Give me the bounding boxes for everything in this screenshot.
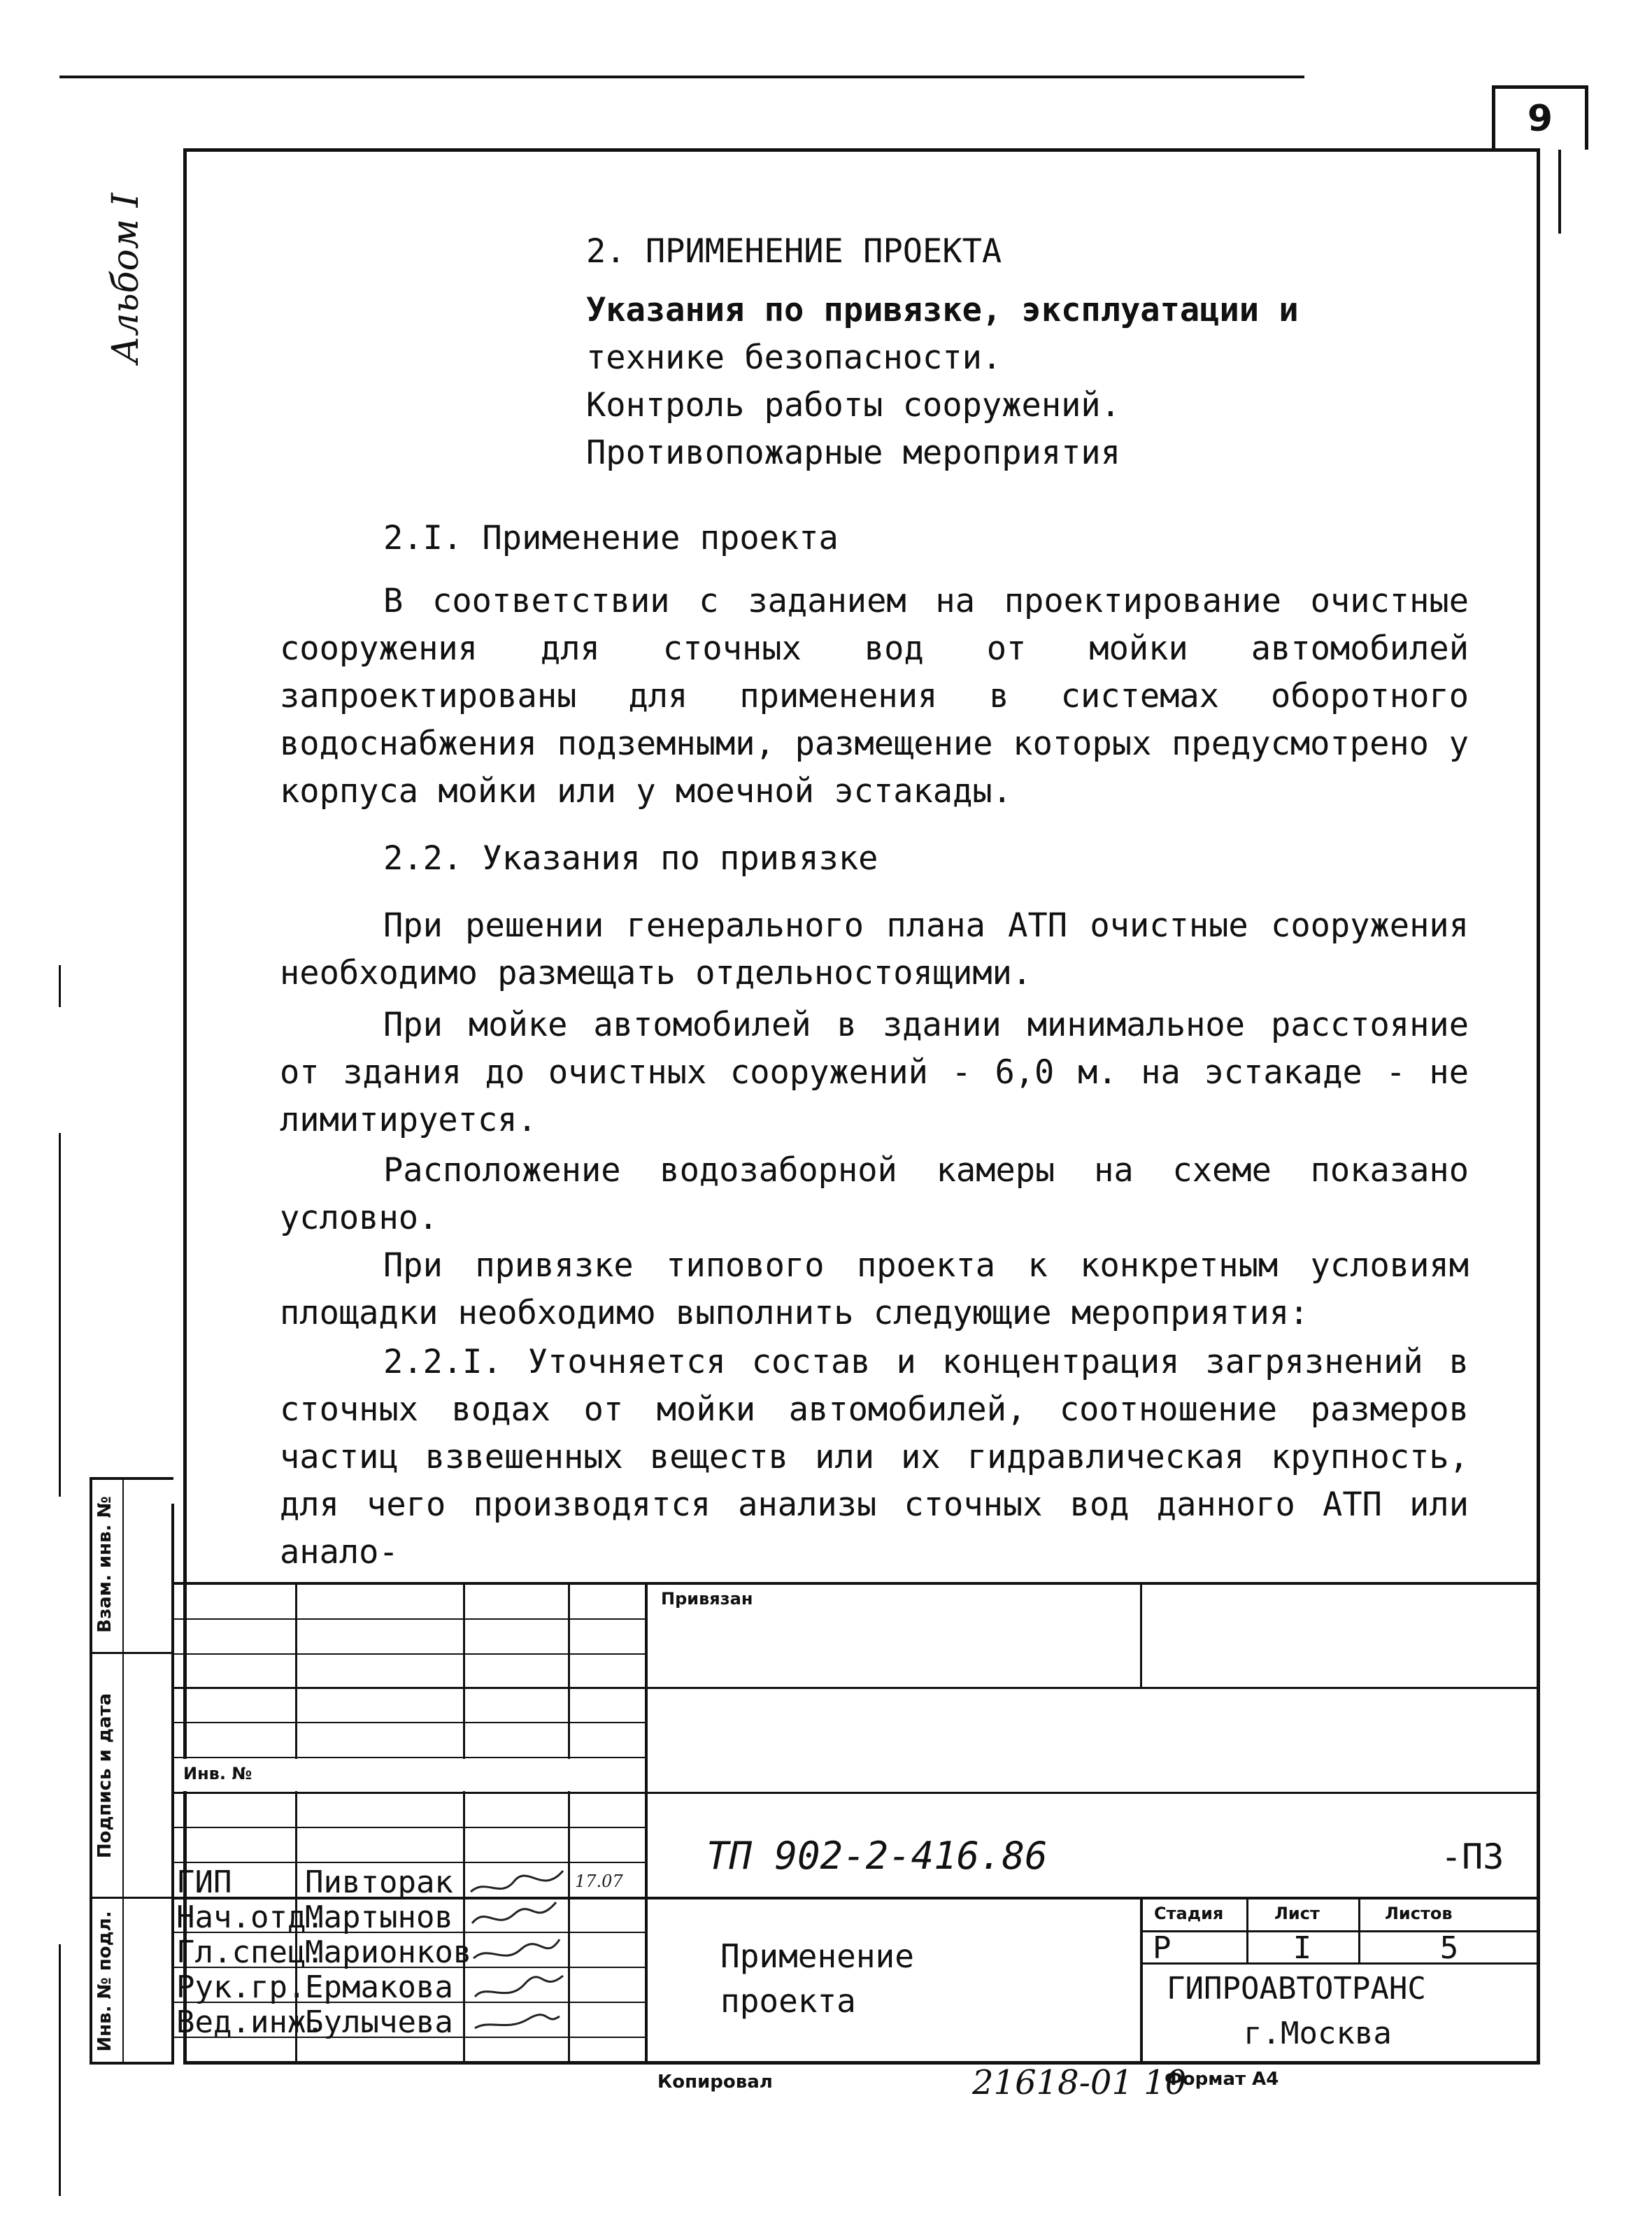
order-number: 21618-01 10 (972, 2063, 1187, 2102)
role-nach-otd: Нач.отд. (176, 1899, 325, 1935)
tb-hline (171, 1792, 1540, 1794)
stage-label: Стадия (1154, 1904, 1224, 1923)
subtitle-line-4: Противопожарные мероприятия (586, 434, 1121, 472)
section-2-2-title: 2.2. Указания по привязке (383, 839, 878, 878)
tb-hline (171, 1722, 647, 1723)
tb-hline (171, 1653, 647, 1655)
tb-hline (171, 1827, 647, 1828)
tb-top-line (171, 1582, 1540, 1585)
section-2-2-paragraph-4: При привязке типового проекта к конкретным условиям площадки необходимо выполнить следующие мероприятия: (280, 1246, 1489, 1332)
page-number: 9 (1527, 98, 1553, 140)
margin-box-sep (90, 1652, 173, 1654)
tb-vline (645, 1582, 648, 2065)
margin-line-1 (59, 965, 61, 1007)
doc-code (706, 1834, 1048, 1878)
section-2-1-paragraph: В соответствии с заданием на проектирование очистные сооружения для сточных вод от мойки автомобилей запроектированы для применения в системах оборотного водоснабжения подземными, размещение которых предусмотрено у корпуса мойки или у моечной эстакады. (280, 582, 1489, 811)
subtitle-line-1: Указания по привязке, эксплуатации и (586, 291, 1299, 329)
role-ved-inzh: Вед.инж. (176, 2004, 325, 2040)
name-ved-inzh: Булычева (305, 2004, 453, 2040)
date-mark: 17.07 (575, 1872, 623, 1891)
privyazan-label: Привязан (661, 1589, 753, 1609)
right-edge-line (1558, 150, 1561, 234)
sheets-value: 5 (1439, 1930, 1459, 1966)
subtitle-line-2: технике безопасности. (586, 338, 1002, 377)
section-2-2-paragraph-1: При решении генерального плана АТП очистные сооружения необходимо размещать отдельностоящими. (280, 906, 1489, 992)
format-label: Формат А4 (1165, 2069, 1279, 2090)
margin-line-3 (59, 1944, 61, 2196)
inv-no-label: Инв. № (183, 1764, 252, 1783)
city: г.Москва (1244, 2016, 1392, 2051)
album-label: Альбом I (105, 192, 147, 364)
signatures (465, 1864, 570, 2039)
margin-box-left (90, 1477, 92, 2065)
name-ruk-gr: Ермакова (305, 1969, 453, 2005)
doc-suffix: -ПЗ (1441, 1837, 1504, 1877)
inv-podl-label: Инв. № подл. (94, 1911, 115, 2052)
subtitle-line-3: Контроль работы сооружений. (586, 386, 1121, 425)
stage-value: Р (1153, 1930, 1172, 1966)
name-gl-spec: Марионков (305, 1934, 472, 1970)
vzam-inv-label: Взам. инв. № (94, 1496, 115, 1633)
doc-title-line-1: Применение (720, 1937, 914, 1975)
doc-code-text: ТП 902-2-416.86 (706, 1834, 1048, 1878)
tb-hline (171, 1687, 1540, 1689)
top-rule (59, 76, 1304, 78)
margin-box-inner (122, 1477, 124, 2065)
tb-hline (171, 1862, 647, 1863)
section-2-2-paragraph-2: При мойке автомобилей в здании минимальное расстояние от здания до очистных сооружений - 6,0 м. на эстакаде - не лимитируется. (280, 1006, 1489, 1139)
name-gip: Пивторак (305, 1865, 453, 1900)
margin-line-2 (59, 1133, 61, 1497)
tb-hline (171, 1618, 647, 1620)
role-ruk-gr: Рук.гр. (176, 1969, 306, 2005)
margin-box-top (90, 1477, 173, 1480)
doc-title-line-2: проекта (720, 1982, 856, 2020)
tb-vline (1140, 1897, 1143, 2065)
role-gl-spec: Гл.спец. (176, 1934, 325, 1970)
section-2-1-title: 2.I. Применение проекта (383, 519, 839, 557)
tb-vline (1140, 1582, 1142, 1688)
name-nach-otd: Мартынов (305, 1899, 453, 1935)
podpis-data-label: Подпись и дата (94, 1692, 115, 1859)
tb-vline (171, 1504, 174, 2065)
section-2-2-paragraph-3: Расположение водозаборной камеры на схеме показано условно. (280, 1151, 1489, 1237)
sheet-value: I (1293, 1930, 1312, 1966)
tb-hline (171, 1757, 647, 1758)
section-2-2-1-paragraph: 2.2.I. Уточняется состав и концентрация загрязнений в сточных водах от мойки автомобилей, соотношение размеров частиц взвешенных веществ или их гидравлическая крупность, для чего производятся анализы сточных вод данного АТП или анало- (280, 1343, 1489, 1571)
role-gip: ГИП (176, 1865, 232, 1900)
section-heading: 2. ПРИМЕНЕНИЕ ПРОЕКТА (586, 232, 1002, 271)
organization: ГИПРОАВТОТРАНС (1167, 1971, 1426, 2007)
sheet-label: Лист (1274, 1904, 1320, 1923)
copied-label: Копировал (657, 2072, 773, 2093)
sheets-label: Листов (1385, 1904, 1453, 1923)
